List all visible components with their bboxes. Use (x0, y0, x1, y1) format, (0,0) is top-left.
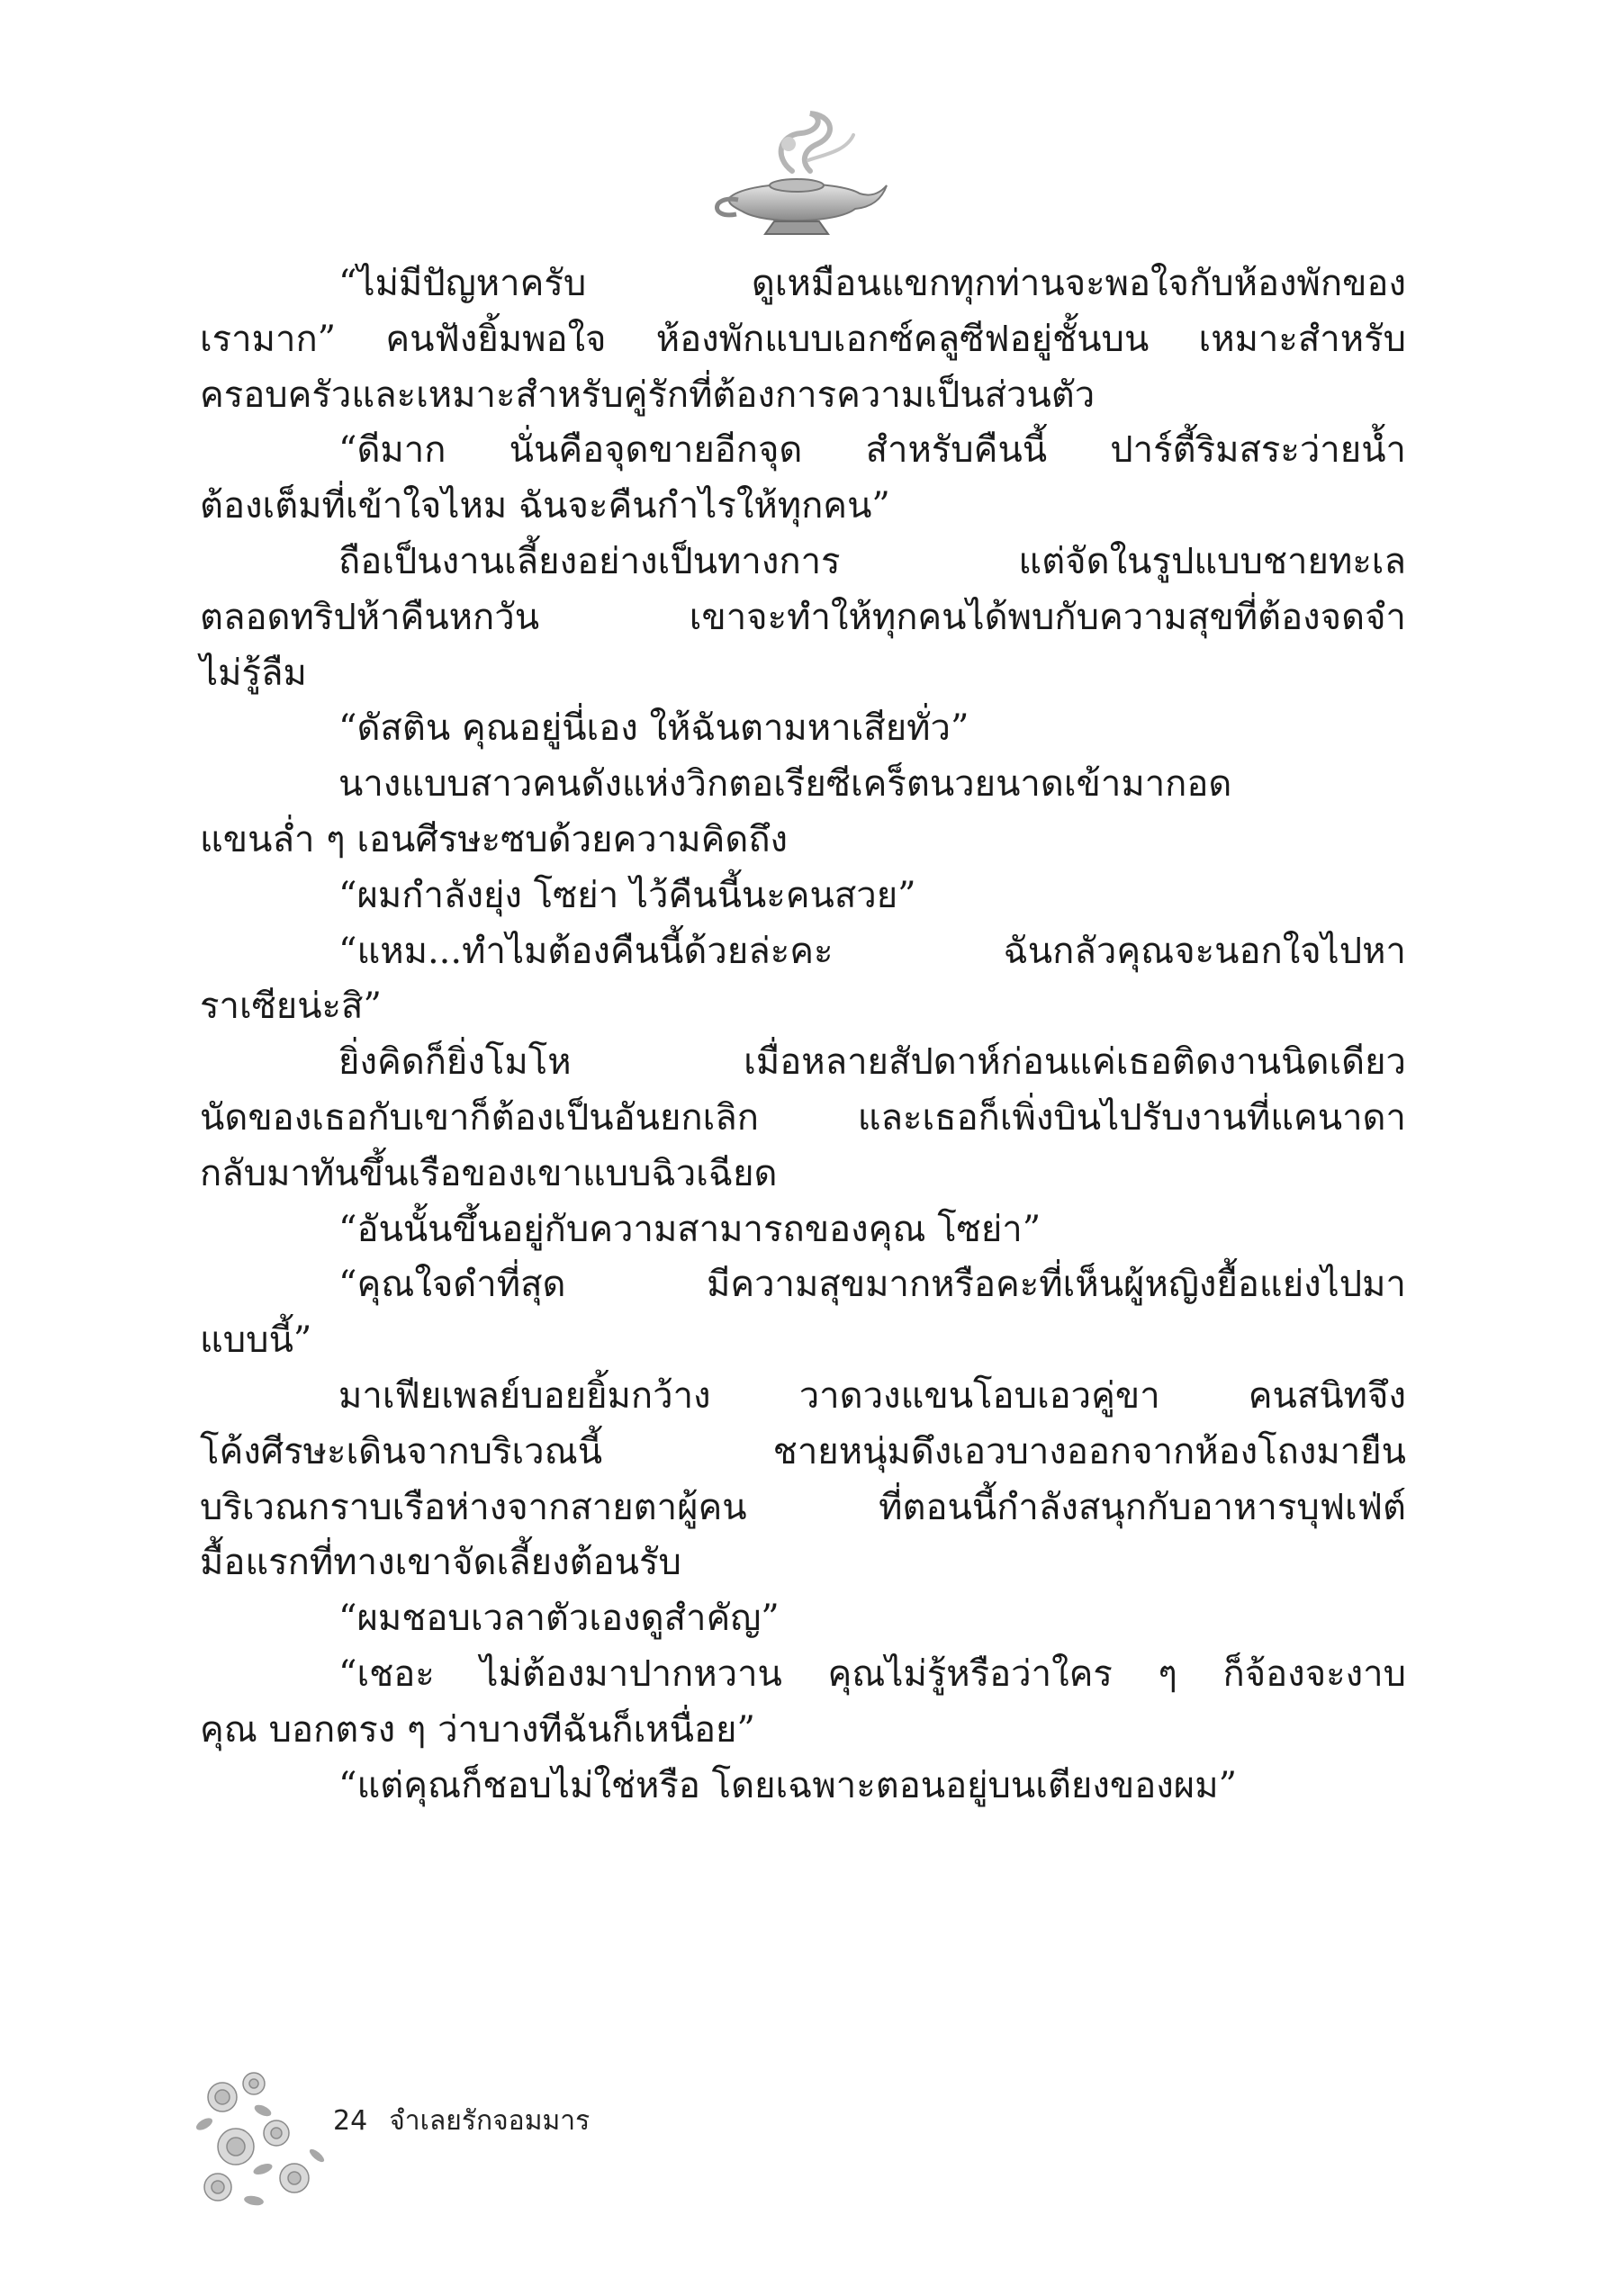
text-line: “แต่คุณก็ชอบไม่ใช่หรือ โดยเฉพาะตอนอยู่บนเตียงของผม” (338, 1764, 1238, 1806)
text-line: “เชอะ ไม่ต้องมาปากหวาน คุณไม่รู้หรือว่าใคร ๆ ก็จ้องจะงาบ (338, 1652, 1406, 1695)
paragraph (200, 1369, 1406, 1591)
text-line: ยิ่งคิดก็ยิ่งโมโห เมื่อหลายสัปดาห์ก่อนแค่เธอติดงานนิดเดียว (338, 1041, 1406, 1084)
paragraph (200, 1257, 1406, 1369)
rose-flowers-icon (191, 2061, 335, 2214)
paragraph (200, 757, 1406, 869)
text-line: เรามาก” คนฟังยิ้มพอใจ ห้องพักแบบเอกซ์คลูซีฟอยู่ชั้นบน เหมาะสำหรับ (200, 318, 1406, 360)
text-line: “ผมชอบเวลาตัวเองดูสำคัญ” (338, 1598, 780, 1640)
paragraph (200, 869, 1406, 924)
text-line: “ดีมาก นั่นคือจุดขายอีกจุด สำหรับคืนนี้ ปาร์ตี้ริมสระว่ายน้ำ (338, 429, 1406, 472)
page-footer (333, 2100, 590, 2142)
text-line: “แหม...ทำไมต้องคืนนี้ด้วยล่ะคะ ฉันกลัวคุณจะนอกใจไปหา (338, 930, 1406, 972)
text-line: ครอบครัวและเหมาะสำหรับคู่รักที่ต้องการความเป็นส่วนตัว (200, 374, 1096, 416)
text-line: ตลอดทริปห้าคืนหกวัน เขาจะทำให้ทุกคนได้พบกับความสุขที่ต้องจดจำ (200, 596, 1406, 638)
text-line: คุณ บอกตรง ๆ ว่าบางทีฉันก็เหนื่อย” (200, 1708, 755, 1751)
text-line: “ผมกำลังยุ่ง โซย่า ไว้คืนนี้นะคนสวย” (338, 874, 916, 916)
text-line: นัดของเธอกับเขาก็ต้องเป็นอันยกเลิก และเธอก็เพิ่งบินไปรับงานที่แคนาดา (200, 1096, 1406, 1139)
text-line: มาเฟียเพลย์บอยยิ้มกว้าง วาดวงแขนโอบเอวคู่ขา คนสนิทจึง (338, 1374, 1406, 1417)
text-line: แบบนี้” (200, 1319, 312, 1362)
text-line: มื้อแรกที่ทางเขาจัดเลี้ยงต้อนรับ (200, 1542, 681, 1584)
text-line: “คุณใจดำที่สุด มีความสุขมากหรือคะที่เห็นผู้หญิงยื้อแย่งไปมา (338, 1264, 1406, 1306)
text-line: นางแบบสาวคนดังแห่งวิกตอเรียซีเคร็ตนวยนาดเข้ามากอด (338, 763, 1232, 806)
paragraph (200, 701, 1406, 757)
text-line: “ดัสติน คุณอยู่นี่เอง ให้ฉันตามหาเสียทั่ว” (338, 707, 969, 750)
paragraph (200, 1647, 1406, 1759)
text-line: โค้งศีรษะเดินจากบริเวณนี้ ชายหนุ่มดึงเอวบางออกจากห้องโถงมายืน (200, 1430, 1406, 1472)
text-line: ถือเป็นงานเลี้ยงอย่างเป็นทางการ แต่จัดในรูปแบบชายทะเล (338, 540, 1406, 582)
book-title: จำเลยรักจอมมาร (389, 2105, 591, 2137)
text-line: “ไม่มีปัญหาครับ ดูเหมือนแขกทุกท่านจะพอใจกับห้องพักของ (338, 263, 1406, 304)
text-line: ไม่รู้ลืม (200, 652, 307, 694)
paragraph (200, 423, 1406, 535)
text-line: ต้องเต็มที่เข้าใจไหม ฉันจะคืนกำไรให้ทุกคน” (200, 485, 890, 527)
paragraph (200, 924, 1406, 1036)
body-text (200, 257, 1406, 1814)
page-number: 24 (333, 2105, 368, 2137)
text-line: “อันนั้นขึ้นอยู่กับความสามารถของคุณ โซย่า” (338, 1208, 1041, 1250)
paragraph (200, 1591, 1406, 1647)
text-line: บริเวณกราบเรือห่างจากสายตาผู้คน ที่ตอนนี้กำลังสนุกกับอาหารบุฟเฟ่ต์ (200, 1486, 1406, 1528)
genie-lamp-icon (702, 108, 891, 243)
paragraph (200, 1759, 1406, 1814)
text-line: กลับมาทันขึ้นเรือของเขาแบบฉิวเฉียด (200, 1152, 778, 1194)
paragraph (200, 535, 1406, 701)
text-line: ราเซียน่ะสิ” (200, 986, 382, 1028)
paragraph (200, 257, 1406, 423)
paragraph (200, 1035, 1406, 1202)
text-line: แขนล่ำ ๆ เอนศีรษะซบด้วยความคิดถึง (200, 818, 789, 860)
paragraph (200, 1202, 1406, 1258)
